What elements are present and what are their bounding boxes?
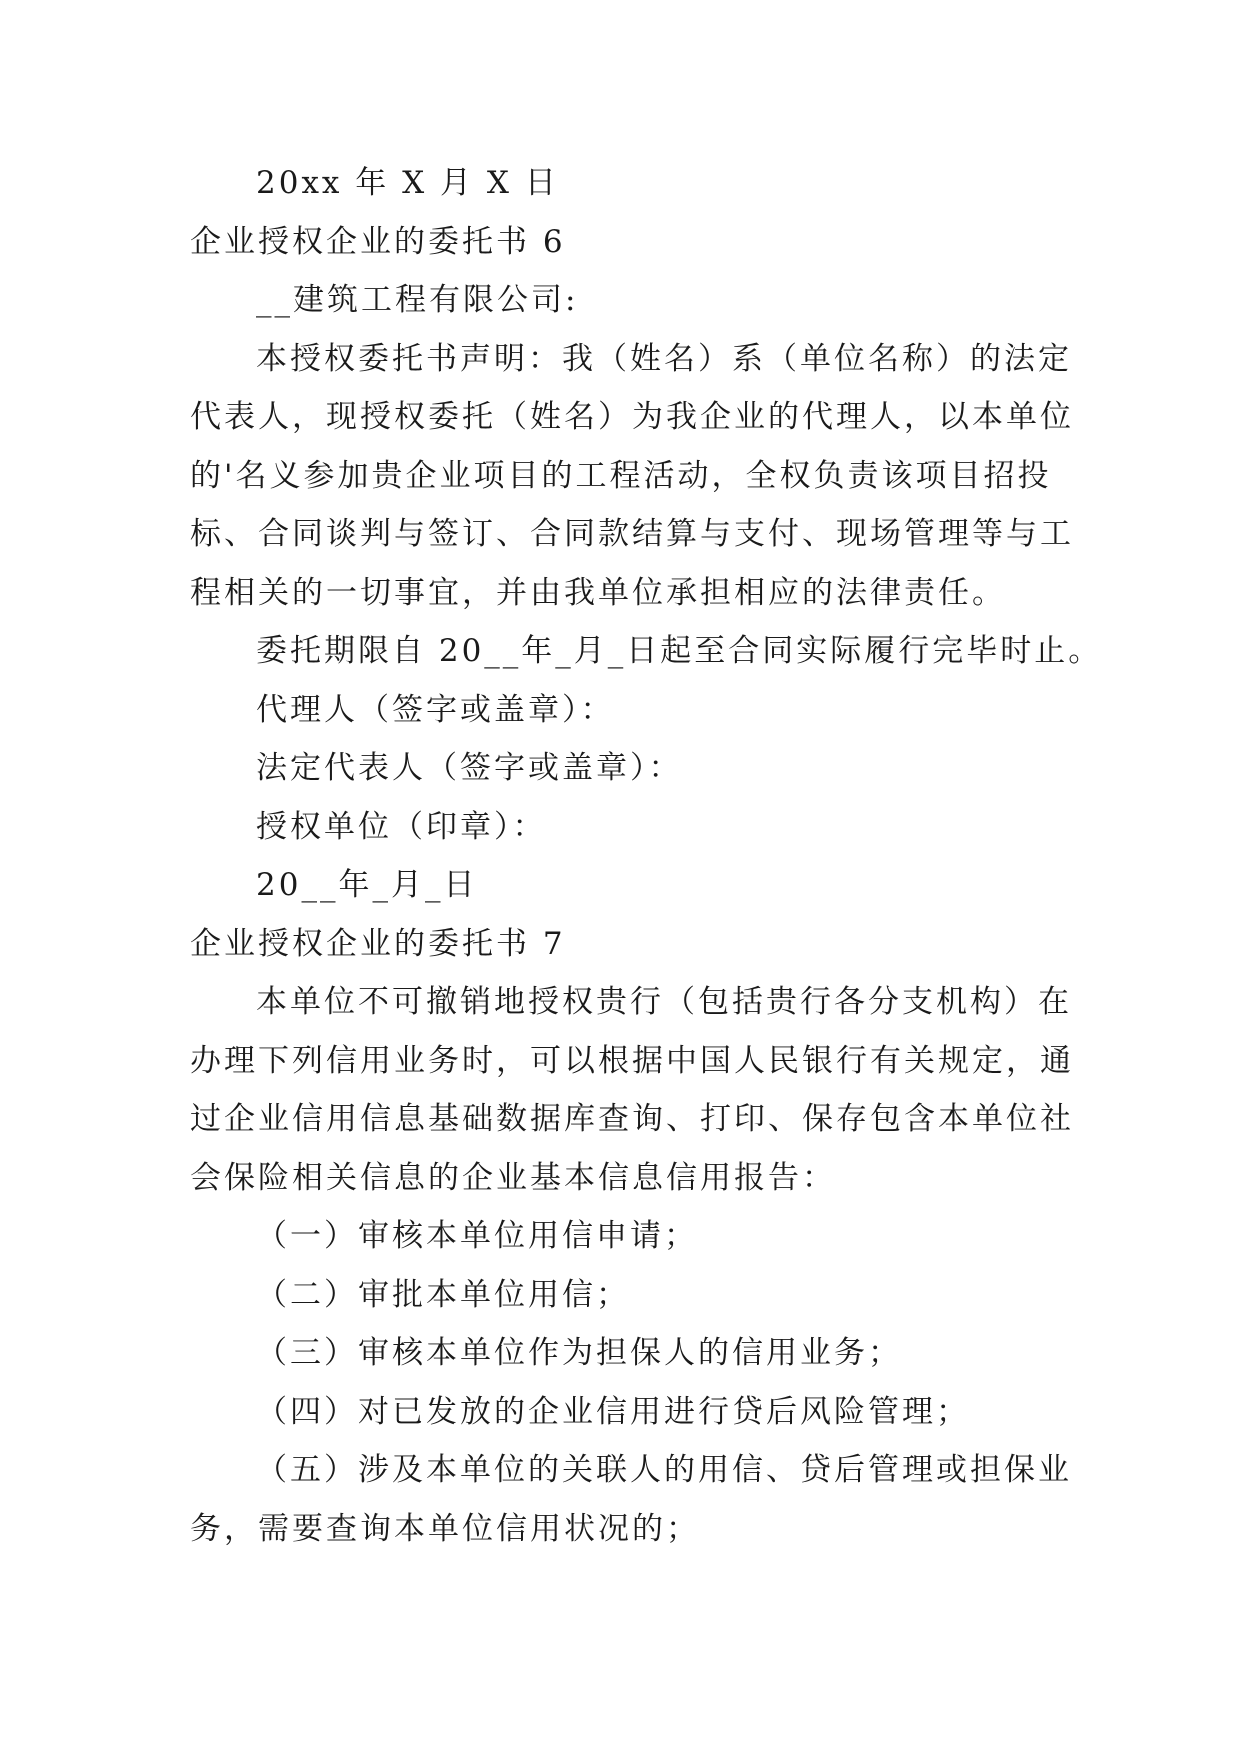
agent-signature-line: 代理人（签字或盖章）： <box>256 691 615 728</box>
term-line: 委托期限自 20__年_月_日起至合同实际履行完毕时止。 <box>256 633 1103 669</box>
paragraph-line: 标、合同谈判与签订、合同款结算与支付、现场管理等与工 <box>190 516 1074 552</box>
paragraph-line: 的'名义参加贵企业项目的工程活动，全权负责该项目招投 <box>190 457 1052 494</box>
legal-rep-signature-line: 法定代表人（签字或盖章）： <box>256 750 683 786</box>
list-item: （五）涉及本单位的关联人的用信、贷后管理或担保业 <box>256 1452 1072 1488</box>
list-item-continuation: 务，需要查询本单位信用状况的； <box>190 1510 700 1547</box>
paragraph-line: 本单位不可撤销地授权贵行（包括贵行各分支机构）在 <box>256 984 1072 1020</box>
list-item: （一）审核本单位用信申请； <box>256 1218 698 1254</box>
section-heading-7: 企业授权企业的委托书 7 <box>190 925 566 962</box>
list-item: （三）审核本单位作为担保人的信用业务； <box>256 1335 902 1371</box>
date-line: 20xx 年 X 月 X 日 <box>256 165 559 201</box>
document-body <box>190 154 1103 1558</box>
addressee-line: __建筑工程有限公司: <box>256 282 579 318</box>
authorizing-unit-seal-line: 授权单位（印章）： <box>256 808 547 845</box>
paragraph-line: 会保险相关信息的企业基本信息信用报告： <box>190 1159 836 1196</box>
signing-date-line: 20__年_月_日 <box>256 867 478 903</box>
paragraph-line: 办理下列信用业务时，可以根据中国人民银行有关规定，通 <box>190 1042 1074 1079</box>
paragraph-line: 本授权委托书声明：我（姓名）系（单位名称）的法定 <box>256 340 1072 377</box>
paragraph-line: 过企业信用信息基础数据库查询、打印、保存包含本单位社 <box>190 1101 1074 1137</box>
paragraph-line: 代表人，现授权委托（姓名）为我企业的代理人，以本单位 <box>190 399 1074 435</box>
list-item: （二）审批本单位用信； <box>256 1276 630 1313</box>
section-heading-6: 企业授权企业的委托书 6 <box>190 223 566 260</box>
paragraph-line: 程相关的一切事宜，并由我单位承担相应的法律责任。 <box>190 574 1006 611</box>
list-item: （四）对已发放的企业信用进行贷后风险管理； <box>256 1393 970 1430</box>
